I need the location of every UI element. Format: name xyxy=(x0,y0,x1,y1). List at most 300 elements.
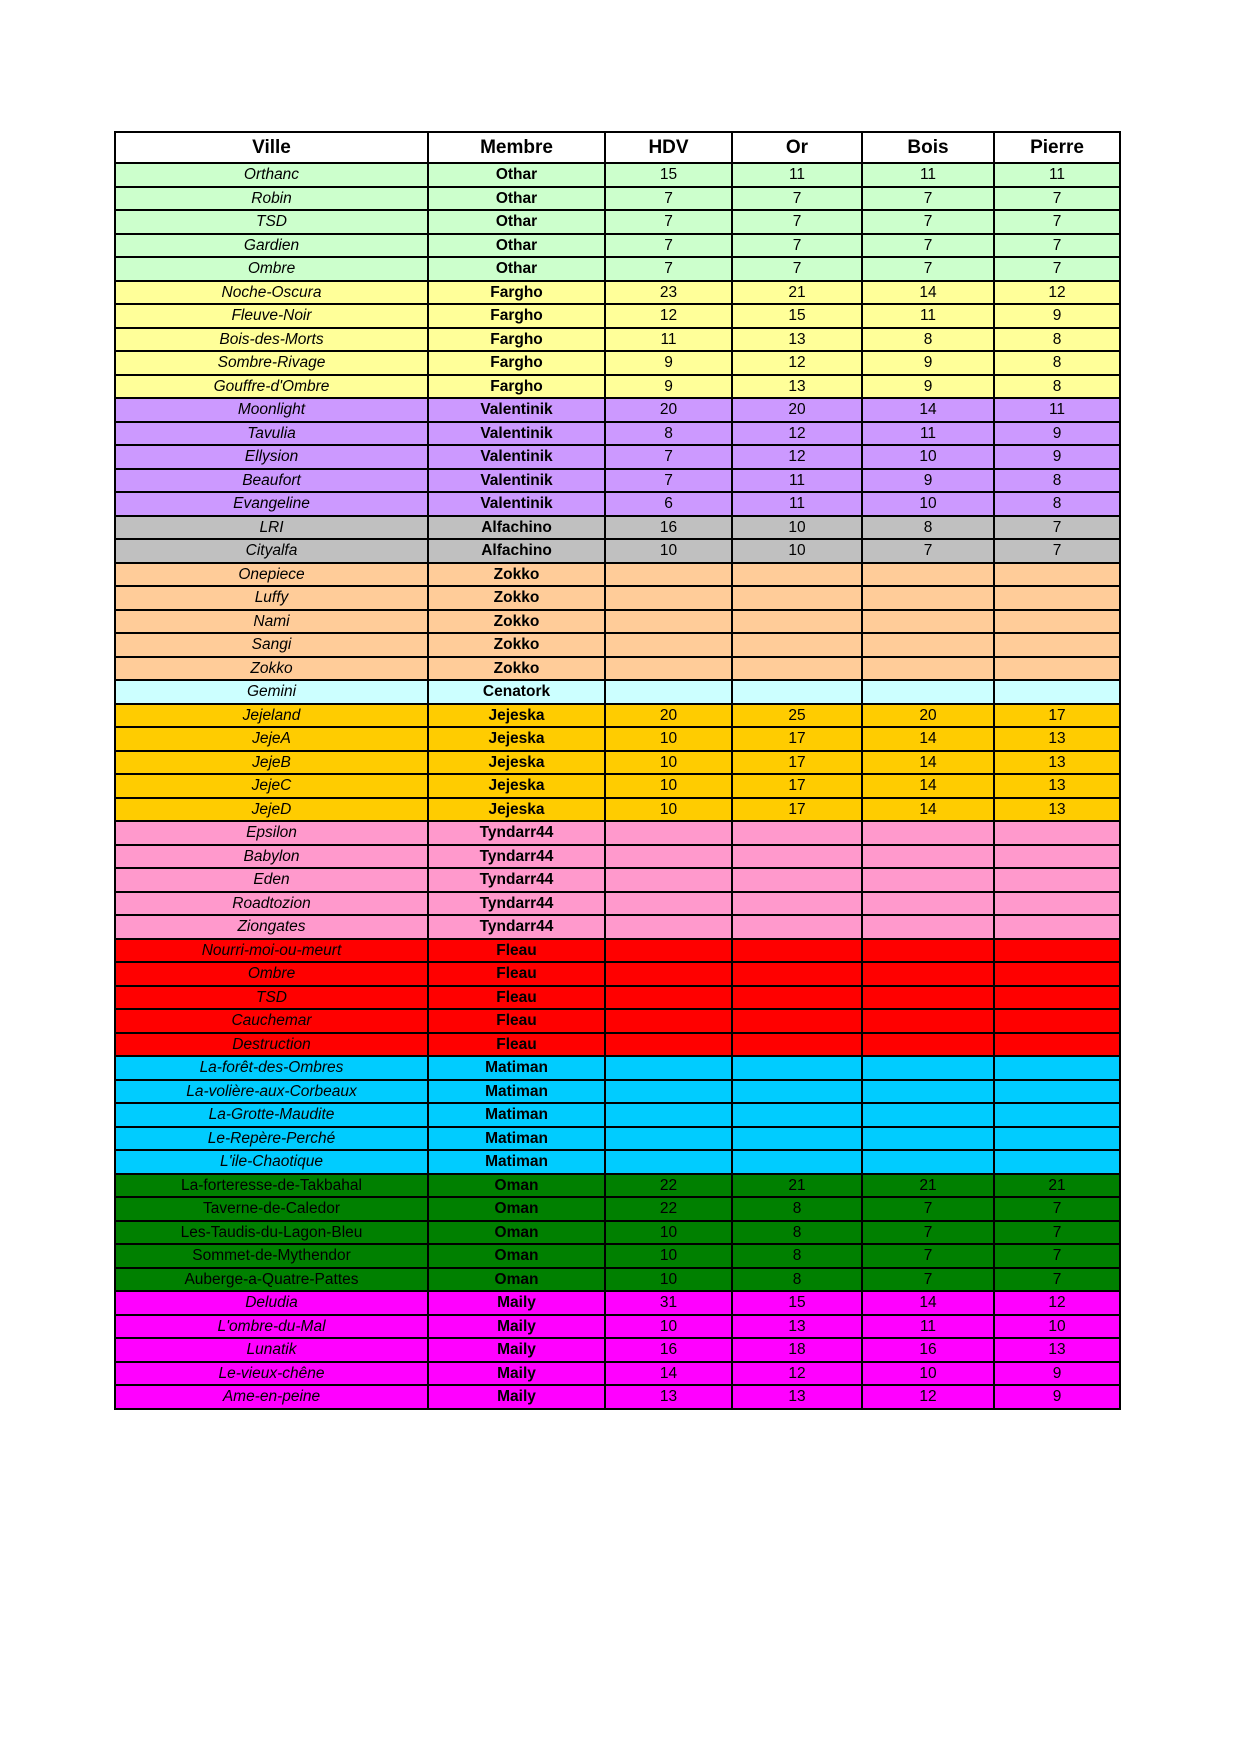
cell-or: 13 xyxy=(732,1315,862,1339)
cell-hdv xyxy=(605,586,732,610)
cell-pierre: 8 xyxy=(994,351,1120,375)
cell-ville: La-Grotte-Maudite xyxy=(115,1103,428,1127)
table-row xyxy=(115,892,1120,916)
cell-ville: Ame-en-peine xyxy=(115,1385,428,1409)
column-header-bois: Bois xyxy=(862,132,994,163)
cell-hdv: 7 xyxy=(605,187,732,211)
cell-membre: Jejeska xyxy=(428,774,605,798)
table-row xyxy=(115,1056,1120,1080)
cell-bois: 14 xyxy=(862,751,994,775)
cell-pierre xyxy=(994,633,1120,657)
cell-membre: Tyndarr44 xyxy=(428,868,605,892)
cell-membre: Fargho xyxy=(428,281,605,305)
cell-ville: Deludia xyxy=(115,1291,428,1315)
cell-ville: TSD xyxy=(115,210,428,234)
cell-ville: Cityalfa xyxy=(115,539,428,563)
cell-ville: Gemini xyxy=(115,680,428,704)
table-row xyxy=(115,1080,1120,1104)
cell-membre: Zokko xyxy=(428,657,605,681)
cell-pierre: 11 xyxy=(994,163,1120,187)
cell-pierre xyxy=(994,563,1120,587)
cell-or: 8 xyxy=(732,1197,862,1221)
cell-hdv xyxy=(605,1150,732,1174)
cell-membre: Tyndarr44 xyxy=(428,845,605,869)
cell-ville: Babylon xyxy=(115,845,428,869)
cell-membre: Maily xyxy=(428,1315,605,1339)
cell-pierre: 7 xyxy=(994,539,1120,563)
cell-hdv: 9 xyxy=(605,375,732,399)
table-row xyxy=(115,704,1120,728)
cell-or: 7 xyxy=(732,210,862,234)
cell-bois xyxy=(862,939,994,963)
cell-pierre xyxy=(994,986,1120,1010)
cell-or: 15 xyxy=(732,1291,862,1315)
table-row xyxy=(115,281,1120,305)
cell-bois: 21 xyxy=(862,1174,994,1198)
cell-membre: Oman xyxy=(428,1174,605,1198)
cell-membre: Zokko xyxy=(428,586,605,610)
cell-or: 8 xyxy=(732,1221,862,1245)
cell-hdv xyxy=(605,821,732,845)
cell-hdv: 7 xyxy=(605,445,732,469)
cell-pierre xyxy=(994,1103,1120,1127)
cell-or: 11 xyxy=(732,163,862,187)
cell-membre: Valentinik xyxy=(428,469,605,493)
cell-ville: Luffy xyxy=(115,586,428,610)
cell-or: 11 xyxy=(732,492,862,516)
cell-bois: 7 xyxy=(862,187,994,211)
cell-bois: 8 xyxy=(862,516,994,540)
cell-ville: Orthanc xyxy=(115,163,428,187)
cell-pierre: 13 xyxy=(994,1338,1120,1362)
cell-hdv: 9 xyxy=(605,351,732,375)
cell-pierre xyxy=(994,1033,1120,1057)
cell-hdv: 31 xyxy=(605,1291,732,1315)
cell-pierre xyxy=(994,1127,1120,1151)
cell-membre: Valentinik xyxy=(428,422,605,446)
cell-ville: Ombre xyxy=(115,257,428,281)
cell-or: 15 xyxy=(732,304,862,328)
cell-ville: TSD xyxy=(115,986,428,1010)
cell-hdv xyxy=(605,633,732,657)
cell-bois: 10 xyxy=(862,445,994,469)
cell-membre: Fleau xyxy=(428,962,605,986)
cell-bois: 11 xyxy=(862,422,994,446)
cell-membre: Jejeska xyxy=(428,798,605,822)
cell-hdv: 8 xyxy=(605,422,732,446)
cell-bois: 14 xyxy=(862,774,994,798)
cell-or xyxy=(732,1009,862,1033)
cell-hdv xyxy=(605,680,732,704)
cell-hdv xyxy=(605,868,732,892)
cell-ville: Nourri-moi-ou-meurt xyxy=(115,939,428,963)
cell-hdv xyxy=(605,1080,732,1104)
cell-or xyxy=(732,563,862,587)
table-row xyxy=(115,492,1120,516)
cell-membre: Alfachino xyxy=(428,516,605,540)
cell-or xyxy=(732,1103,862,1127)
table-row xyxy=(115,1197,1120,1221)
cell-bois xyxy=(862,680,994,704)
cell-hdv xyxy=(605,1127,732,1151)
table-row xyxy=(115,328,1120,352)
cell-bois: 14 xyxy=(862,281,994,305)
cell-pierre: 12 xyxy=(994,281,1120,305)
cell-hdv xyxy=(605,1009,732,1033)
cell-ville: Moonlight xyxy=(115,398,428,422)
cell-pierre xyxy=(994,610,1120,634)
cell-membre: Zokko xyxy=(428,633,605,657)
table-row xyxy=(115,516,1120,540)
cell-membre: Tyndarr44 xyxy=(428,915,605,939)
cell-bois xyxy=(862,821,994,845)
cell-bois xyxy=(862,986,994,1010)
cell-bois xyxy=(862,1127,994,1151)
cell-membre: Tyndarr44 xyxy=(428,821,605,845)
cell-bois xyxy=(862,1009,994,1033)
table-row xyxy=(115,610,1120,634)
cell-ville: Auberge-a-Quatre-Pattes xyxy=(115,1268,428,1292)
cell-membre: Fleau xyxy=(428,1009,605,1033)
cell-membre: Matiman xyxy=(428,1127,605,1151)
cell-hdv: 16 xyxy=(605,1338,732,1362)
cell-pierre: 13 xyxy=(994,774,1120,798)
cell-pierre xyxy=(994,586,1120,610)
cell-pierre xyxy=(994,1150,1120,1174)
cell-bois xyxy=(862,563,994,587)
cell-hdv xyxy=(605,657,732,681)
cell-pierre: 7 xyxy=(994,1197,1120,1221)
cell-bois: 14 xyxy=(862,727,994,751)
cell-membre: Oman xyxy=(428,1221,605,1245)
cell-or: 7 xyxy=(732,187,862,211)
cell-hdv: 7 xyxy=(605,234,732,258)
table-row xyxy=(115,469,1120,493)
cell-pierre: 12 xyxy=(994,1291,1120,1315)
cell-or xyxy=(732,1033,862,1057)
table-row xyxy=(115,445,1120,469)
cell-hdv: 7 xyxy=(605,257,732,281)
table-row xyxy=(115,351,1120,375)
table-row xyxy=(115,1362,1120,1386)
table-row xyxy=(115,962,1120,986)
table-row xyxy=(115,1244,1120,1268)
cell-hdv xyxy=(605,563,732,587)
table-row xyxy=(115,751,1120,775)
cell-membre: Cenatork xyxy=(428,680,605,704)
cell-or: 7 xyxy=(732,234,862,258)
cell-hdv xyxy=(605,1103,732,1127)
table-row xyxy=(115,163,1120,187)
cell-bois: 7 xyxy=(862,1197,994,1221)
cell-hdv: 7 xyxy=(605,469,732,493)
cell-membre: Valentinik xyxy=(428,398,605,422)
cell-ville: Ziongates xyxy=(115,915,428,939)
cell-bois xyxy=(862,915,994,939)
cell-hdv: 10 xyxy=(605,727,732,751)
cell-bois: 14 xyxy=(862,798,994,822)
table-row xyxy=(115,1174,1120,1198)
cell-ville: Ombre xyxy=(115,962,428,986)
cell-pierre: 8 xyxy=(994,469,1120,493)
cell-or xyxy=(732,680,862,704)
cell-pierre: 7 xyxy=(994,1268,1120,1292)
cell-hdv xyxy=(605,939,732,963)
cell-membre: Othar xyxy=(428,257,605,281)
cell-hdv: 20 xyxy=(605,398,732,422)
cell-ville: Sangi xyxy=(115,633,428,657)
cell-or xyxy=(732,657,862,681)
cell-membre: Matiman xyxy=(428,1056,605,1080)
cell-pierre: 9 xyxy=(994,445,1120,469)
column-header-membre: Membre xyxy=(428,132,605,163)
cell-ville: Sommet-de-Mythendor xyxy=(115,1244,428,1268)
cell-membre: Maily xyxy=(428,1338,605,1362)
cell-hdv: 20 xyxy=(605,704,732,728)
cell-or: 13 xyxy=(732,375,862,399)
table-row xyxy=(115,1385,1120,1409)
table-row xyxy=(115,868,1120,892)
cell-or: 17 xyxy=(732,774,862,798)
cell-hdv: 15 xyxy=(605,163,732,187)
cell-hdv: 6 xyxy=(605,492,732,516)
cell-bois: 7 xyxy=(862,257,994,281)
cell-pierre xyxy=(994,1056,1120,1080)
cell-hdv: 10 xyxy=(605,539,732,563)
cell-hdv xyxy=(605,892,732,916)
table-row xyxy=(115,1221,1120,1245)
cell-membre: Alfachino xyxy=(428,539,605,563)
cell-membre: Othar xyxy=(428,163,605,187)
cell-bois: 7 xyxy=(862,210,994,234)
table-row xyxy=(115,422,1120,446)
cell-ville: Beaufort xyxy=(115,469,428,493)
table-row xyxy=(115,563,1120,587)
cell-pierre: 10 xyxy=(994,1315,1120,1339)
cell-pierre xyxy=(994,680,1120,704)
cell-hdv: 10 xyxy=(605,1221,732,1245)
table-row xyxy=(115,774,1120,798)
cell-pierre xyxy=(994,868,1120,892)
cell-ville: Le-vieux-chêne xyxy=(115,1362,428,1386)
cell-or xyxy=(732,845,862,869)
table-row xyxy=(115,1127,1120,1151)
cell-or xyxy=(732,892,862,916)
cell-or xyxy=(732,986,862,1010)
cell-pierre: 7 xyxy=(994,516,1120,540)
cell-hdv: 7 xyxy=(605,210,732,234)
cell-or xyxy=(732,610,862,634)
cell-pierre: 13 xyxy=(994,798,1120,822)
cell-ville: Lunatik xyxy=(115,1338,428,1362)
cell-bois: 9 xyxy=(862,375,994,399)
cell-bois xyxy=(862,868,994,892)
cell-bois xyxy=(862,657,994,681)
cell-ville: Fleuve-Noir xyxy=(115,304,428,328)
cell-ville: JejeB xyxy=(115,751,428,775)
cell-pierre xyxy=(994,962,1120,986)
cell-pierre xyxy=(994,915,1120,939)
cell-or: 12 xyxy=(732,445,862,469)
table-row xyxy=(115,1291,1120,1315)
cell-hdv xyxy=(605,610,732,634)
cell-ville: Bois-des-Morts xyxy=(115,328,428,352)
cell-membre: Matiman xyxy=(428,1103,605,1127)
cell-or: 12 xyxy=(732,1362,862,1386)
cell-pierre xyxy=(994,657,1120,681)
cell-hdv xyxy=(605,1033,732,1057)
cell-membre: Zokko xyxy=(428,610,605,634)
cell-bois: 11 xyxy=(862,1315,994,1339)
table-row xyxy=(115,1338,1120,1362)
cell-bois xyxy=(862,1103,994,1127)
cell-or xyxy=(732,586,862,610)
cell-or xyxy=(732,1056,862,1080)
cell-membre: Zokko xyxy=(428,563,605,587)
cell-membre: Fleau xyxy=(428,986,605,1010)
cell-membre: Fargho xyxy=(428,304,605,328)
cell-membre: Maily xyxy=(428,1291,605,1315)
table-row xyxy=(115,257,1120,281)
cell-or xyxy=(732,1080,862,1104)
cell-or xyxy=(732,633,862,657)
cell-or: 10 xyxy=(732,539,862,563)
cell-ville: Nami xyxy=(115,610,428,634)
cell-ville: Noche-Oscura xyxy=(115,281,428,305)
cell-pierre: 7 xyxy=(994,1221,1120,1245)
cell-pierre: 7 xyxy=(994,257,1120,281)
cell-bois xyxy=(862,633,994,657)
cell-ville: Sombre-Rivage xyxy=(115,351,428,375)
cell-ville: Taverne-de-Caledor xyxy=(115,1197,428,1221)
cell-membre: Othar xyxy=(428,210,605,234)
cell-ville: Roadtozion xyxy=(115,892,428,916)
cell-membre: Jejeska xyxy=(428,751,605,775)
cell-bois: 20 xyxy=(862,704,994,728)
cell-hdv: 10 xyxy=(605,1315,732,1339)
cell-membre: Oman xyxy=(428,1197,605,1221)
cell-pierre xyxy=(994,892,1120,916)
table-row xyxy=(115,304,1120,328)
cell-membre: Jejeska xyxy=(428,727,605,751)
cell-hdv: 11 xyxy=(605,328,732,352)
table-row xyxy=(115,375,1120,399)
cell-ville: La-forêt-des-Ombres xyxy=(115,1056,428,1080)
cell-pierre: 9 xyxy=(994,422,1120,446)
cell-or: 17 xyxy=(732,727,862,751)
table-row xyxy=(115,398,1120,422)
cell-membre: Maily xyxy=(428,1362,605,1386)
cell-pierre: 8 xyxy=(994,375,1120,399)
cell-hdv: 12 xyxy=(605,304,732,328)
table-row xyxy=(115,845,1120,869)
table-row xyxy=(115,727,1120,751)
table-row xyxy=(115,798,1120,822)
cell-pierre xyxy=(994,845,1120,869)
cell-or xyxy=(732,939,862,963)
cell-bois: 8 xyxy=(862,328,994,352)
cell-hdv xyxy=(605,986,732,1010)
resource-table xyxy=(114,131,1121,1410)
cell-pierre: 7 xyxy=(994,187,1120,211)
header-row xyxy=(115,132,1120,163)
cell-bois: 10 xyxy=(862,492,994,516)
cell-bois: 10 xyxy=(862,1362,994,1386)
cell-hdv xyxy=(605,915,732,939)
cell-or xyxy=(732,868,862,892)
cell-pierre: 9 xyxy=(994,1362,1120,1386)
cell-bois xyxy=(862,1150,994,1174)
cell-bois xyxy=(862,892,994,916)
cell-ville: JejeA xyxy=(115,727,428,751)
cell-ville: Gouffre-d'Ombre xyxy=(115,375,428,399)
cell-or: 11 xyxy=(732,469,862,493)
cell-bois: 7 xyxy=(862,234,994,258)
cell-pierre: 7 xyxy=(994,234,1120,258)
cell-or: 12 xyxy=(732,351,862,375)
cell-ville: L'ile-Chaotique xyxy=(115,1150,428,1174)
cell-or: 21 xyxy=(732,1174,862,1198)
cell-ville: L'ombre-du-Mal xyxy=(115,1315,428,1339)
table-row xyxy=(115,1150,1120,1174)
cell-membre: Fleau xyxy=(428,939,605,963)
table-row xyxy=(115,915,1120,939)
cell-hdv: 10 xyxy=(605,774,732,798)
cell-membre: Fargho xyxy=(428,328,605,352)
cell-pierre: 9 xyxy=(994,1385,1120,1409)
table-row xyxy=(115,187,1120,211)
table-row xyxy=(115,1315,1120,1339)
cell-or: 17 xyxy=(732,798,862,822)
cell-bois: 7 xyxy=(862,1244,994,1268)
cell-or xyxy=(732,821,862,845)
cell-hdv: 10 xyxy=(605,798,732,822)
cell-ville: Gardien xyxy=(115,234,428,258)
cell-hdv: 13 xyxy=(605,1385,732,1409)
cell-membre: Jejeska xyxy=(428,704,605,728)
cell-bois: 11 xyxy=(862,304,994,328)
cell-or xyxy=(732,915,862,939)
cell-membre: Tyndarr44 xyxy=(428,892,605,916)
table-row xyxy=(115,586,1120,610)
cell-hdv: 10 xyxy=(605,1244,732,1268)
cell-pierre: 21 xyxy=(994,1174,1120,1198)
cell-ville: JejeD xyxy=(115,798,428,822)
table-row xyxy=(115,821,1120,845)
cell-bois xyxy=(862,845,994,869)
cell-hdv: 10 xyxy=(605,751,732,775)
cell-pierre xyxy=(994,939,1120,963)
table-row xyxy=(115,986,1120,1010)
cell-or: 10 xyxy=(732,516,862,540)
cell-ville: Le-Repère-Perché xyxy=(115,1127,428,1151)
cell-ville: Epsilon xyxy=(115,821,428,845)
cell-membre: Maily xyxy=(428,1385,605,1409)
cell-pierre xyxy=(994,1080,1120,1104)
cell-or: 8 xyxy=(732,1268,862,1292)
cell-bois: 14 xyxy=(862,1291,994,1315)
cell-bois: 9 xyxy=(862,351,994,375)
cell-bois: 9 xyxy=(862,469,994,493)
cell-bois: 11 xyxy=(862,163,994,187)
table-row xyxy=(115,633,1120,657)
cell-pierre xyxy=(994,1009,1120,1033)
cell-pierre: 13 xyxy=(994,751,1120,775)
cell-ville: Eden xyxy=(115,868,428,892)
cell-hdv: 14 xyxy=(605,1362,732,1386)
table-row xyxy=(115,657,1120,681)
cell-or: 25 xyxy=(732,704,862,728)
